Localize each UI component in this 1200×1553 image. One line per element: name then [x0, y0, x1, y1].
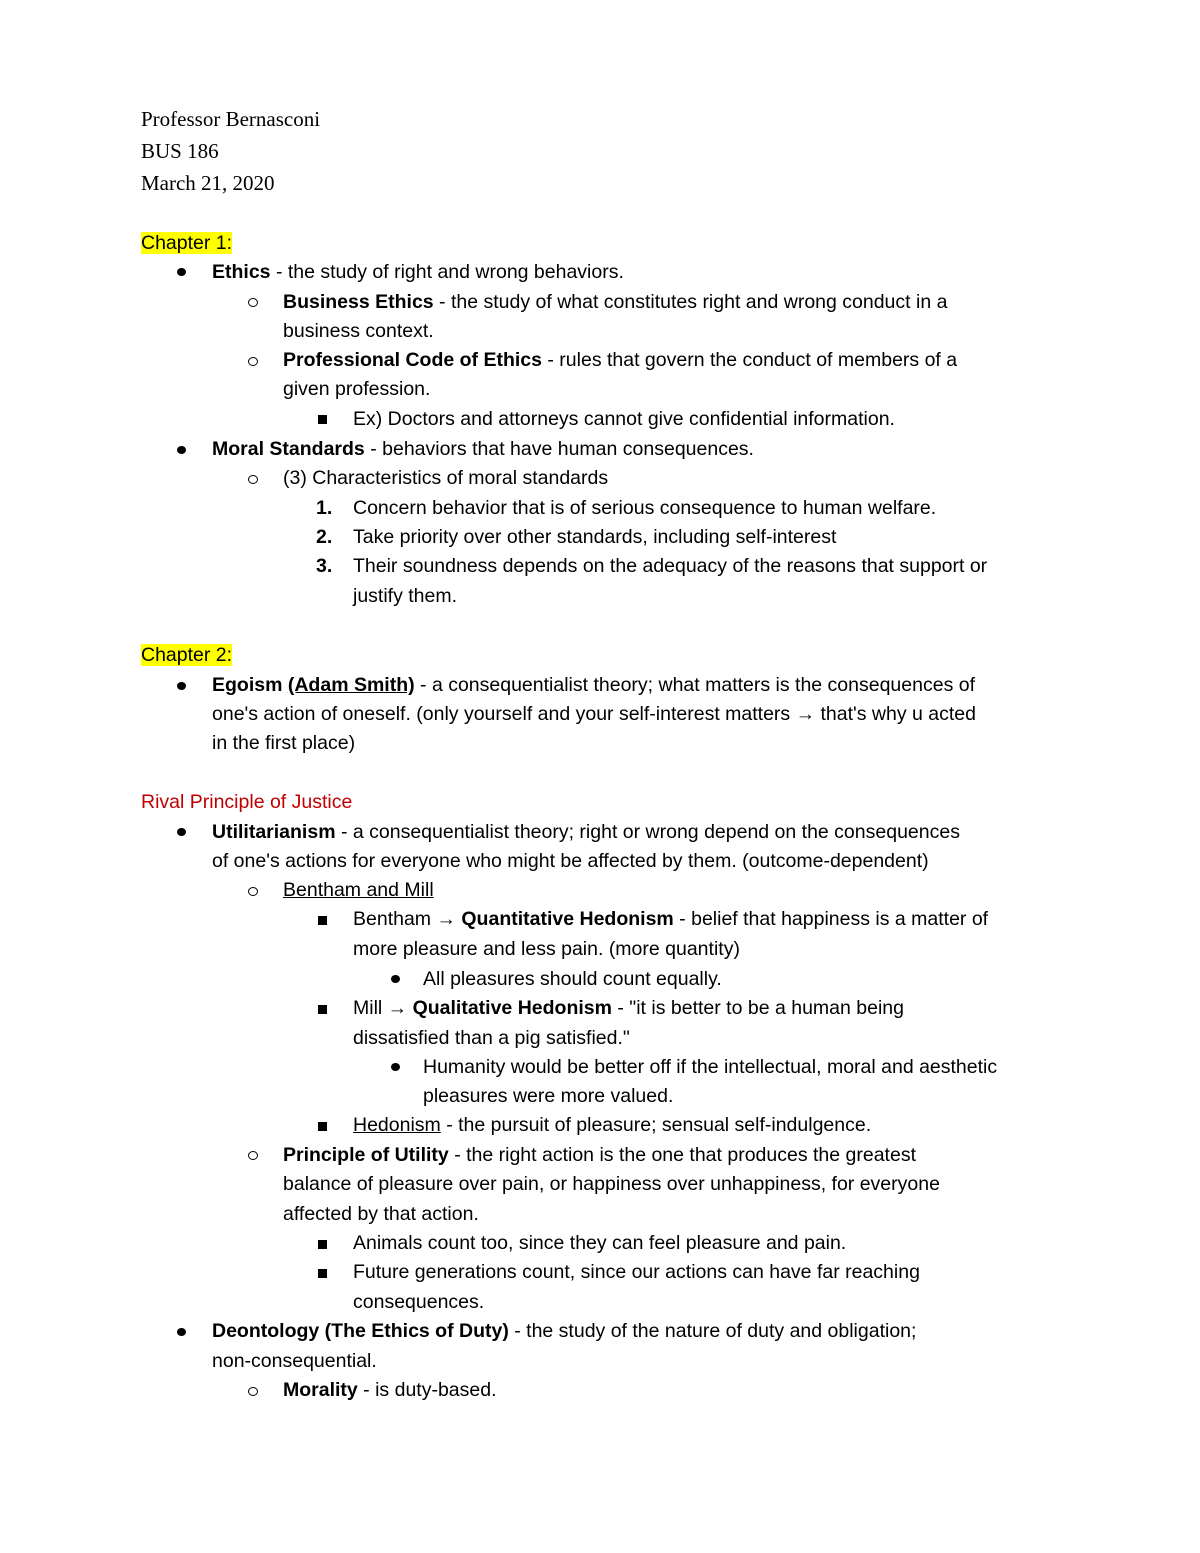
definition-professional-code: - rules that govern the conduct of members of a: [541, 349, 958, 371]
definition-principle-of-utility: - the right action is the one that produces the greatest: [448, 1144, 916, 1166]
hollow-bullet-icon: [248, 357, 258, 366]
term-business-ethics: Business Ethics: [283, 291, 434, 313]
list-item-animals: Animals count too, since they can feel pleasure and pain.: [353, 1232, 847, 1254]
bullet-icon: [177, 828, 186, 836]
definition-continuation: dissatisfied than a pig satisfied.": [353, 1027, 630, 1049]
definition-qualitative-hedonism: - "it is better to be a human being: [611, 997, 904, 1019]
definition-utilitarianism: - a consequentialist theory; right or wrong depend on the consequences: [335, 821, 960, 843]
definition-moral-standards: - behaviors that have human consequences.: [364, 438, 754, 460]
hollow-bullet-icon: [248, 1387, 258, 1396]
list-item-business-ethics: [283, 290, 947, 314]
list-item-mill: [353, 996, 904, 1020]
hollow-bullet-icon: [248, 887, 258, 896]
list-item-deontology: [212, 1319, 916, 1343]
definition-continuation: more pleasure and less pain. (more quantity): [353, 938, 740, 960]
square-bullet-icon: [318, 1005, 327, 1014]
numbered-item: Concern behavior that is of serious consequence to human welfare.: [353, 497, 937, 519]
definition-ethics: - the study of right and wrong behaviors.: [270, 261, 624, 283]
chapter-2-heading: [141, 643, 232, 667]
definition-continuation: given profession.: [283, 378, 431, 400]
hollow-bullet-icon: [248, 298, 258, 307]
chapter-2-highlight: Chapter 2:: [141, 644, 233, 666]
square-bullet-icon: [318, 1269, 327, 1278]
square-bullet-icon: [318, 1240, 327, 1249]
list-item-pleasures-equal: All pleasures should count equally.: [423, 968, 722, 990]
numbered-item-continuation: justify them.: [353, 585, 458, 607]
definition-continuation: consequences.: [353, 1291, 485, 1313]
hollow-bullet-icon: [248, 475, 258, 484]
definition-continuation: one's action of oneself. (only yourself and your self-interest matters → that's why u acted: [212, 703, 976, 725]
mill-prefix: Mill →: [353, 997, 413, 1019]
definition-egoism: - a consequentialist theory; what matters is the consequences of: [414, 674, 975, 696]
term-ethics: Ethics: [212, 261, 271, 283]
term-principle-of-utility: Principle of Utility: [283, 1144, 449, 1166]
list-item-morality: [283, 1378, 497, 1402]
list-number: 1.: [316, 497, 333, 519]
term-moral-standards: Moral Standards: [212, 438, 365, 460]
bullet-icon: [177, 268, 186, 276]
term-deontology: Deontology (The Ethics of Duty): [212, 1320, 509, 1342]
list-item-humanity: Humanity would be better off if the intellectual, moral and aesthetic: [423, 1056, 998, 1078]
bullet-icon: [177, 1328, 186, 1336]
list-item-egoism: [212, 673, 975, 697]
list-item-moral-standards: [212, 437, 754, 461]
definition-continuation: non-consequential.: [212, 1350, 377, 1372]
definition-hedonism: - the pursuit of pleasure; sensual self-indulgence.: [440, 1114, 872, 1136]
term-professional-code: Professional Code of Ethics: [283, 349, 542, 371]
bullet-icon: [177, 682, 186, 690]
term-adam-smith: (Adam Smith): [287, 674, 415, 696]
chapter-1-highlight: Chapter 1:: [141, 232, 233, 254]
definition-continuation: balance of pleasure over pain, or happiness over unhappiness, for everyone: [283, 1173, 940, 1195]
list-item-characteristics: (3) Characteristics of moral standards: [283, 467, 609, 489]
term-hedonism: Hedonism: [353, 1114, 441, 1136]
term-utilitarianism: Utilitarianism: [212, 821, 336, 843]
list-number: 2.: [316, 526, 333, 548]
bullet-icon: [391, 1063, 400, 1071]
list-number: 3.: [316, 555, 333, 577]
course-code: BUS 186: [141, 139, 219, 163]
bullet-icon: [177, 446, 186, 454]
list-item-future-generations: Future generations count, since our actions can have far reaching: [353, 1261, 920, 1283]
definition-continuation: affected by that action.: [283, 1203, 479, 1225]
list-item-hedonism: [353, 1113, 871, 1137]
list-item-ethics: [212, 260, 624, 284]
square-bullet-icon: [318, 1122, 327, 1131]
term-egoism: Egoism: [212, 674, 283, 696]
list-item-professional-code: [283, 348, 957, 372]
definition-morality: - is duty-based.: [357, 1379, 497, 1401]
numbered-item: Their soundness depends on the adequacy of the reasons that support or: [353, 555, 988, 577]
numbered-item: Take priority over other standards, including self-interest: [353, 526, 837, 548]
chapter-1-heading: [141, 231, 232, 255]
professor-name: Professor Bernasconi: [141, 107, 321, 131]
definition-business-ethics: - the study of what constitutes right and wrong conduct in a: [433, 291, 948, 313]
list-item-example: Ex) Doctors and attorneys cannot give confidential information.: [353, 408, 895, 430]
list-item-bentham-mill: Bentham and Mill: [283, 879, 434, 901]
definition-continuation: in the first place): [212, 732, 356, 754]
definition-continuation: business context.: [283, 320, 434, 342]
term-quantitative-hedonism: Quantitative Hedonism: [461, 908, 674, 930]
list-item-utilitarianism: [212, 820, 960, 844]
rival-principle-heading: Rival Principle of Justice: [141, 791, 353, 813]
document-date: March 21, 2020: [141, 171, 275, 195]
hollow-bullet-icon: [248, 1151, 258, 1160]
square-bullet-icon: [318, 916, 327, 925]
definition-deontology: - the study of the nature of duty and obligation;: [508, 1320, 917, 1342]
term-morality: Morality: [283, 1379, 358, 1401]
list-item-principle-of-utility: [283, 1143, 916, 1167]
definition-quantitative-hedonism: - belief that happiness is a matter of: [673, 908, 989, 930]
bentham-prefix: Bentham →: [353, 908, 462, 930]
list-item-bentham: [353, 907, 988, 931]
bullet-icon: [391, 975, 400, 983]
definition-continuation: pleasures were more valued.: [423, 1085, 674, 1107]
definition-continuation: of one's actions for everyone who might be affected by them. (outcome-dependent): [212, 850, 929, 872]
square-bullet-icon: [318, 415, 327, 424]
term-qualitative-hedonism: Qualitative Hedonism: [412, 997, 612, 1019]
